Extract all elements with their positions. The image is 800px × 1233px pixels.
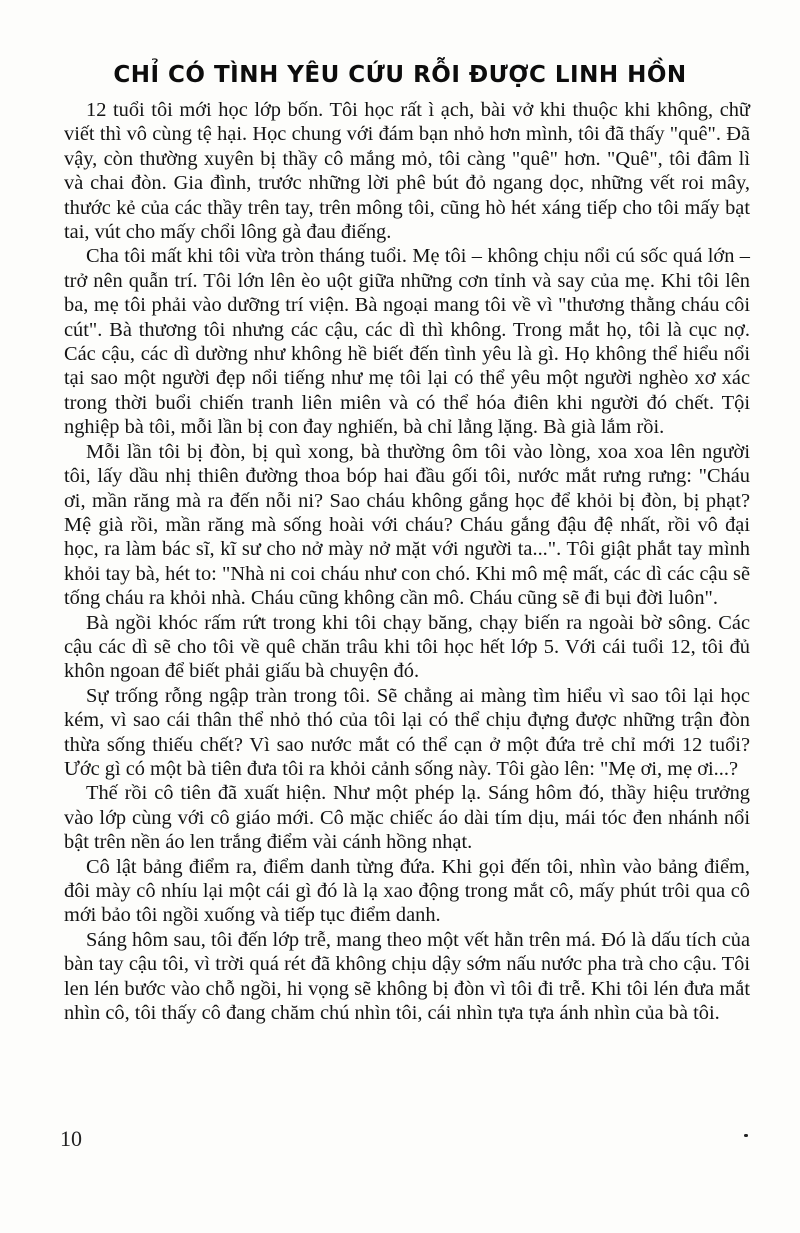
chapter-body — [64, 98, 750, 1025]
paragraph-3: Mỗi lần tôi bị đòn, bị quì xong, bà thường ôm tôi vào lòng, xoa xoa lên người tôi, lấy dầu nhị thiên đường thoa bóp hai đầu gối tôi, nước mắt rưng rưng: "Cháu ơi, mần răng mà ra đến nỗi ni? Sao cháu không gắng học để khỏi bị đòn, bị phạt? Mệ già rồi, mần răng mà sống hoài với cháu? Cháu gắng đậu đệ nhất, rồi vô đại học, ra làm bác sĩ, kĩ sư cho nở mày nở mặt với người ta...". Tôi giật phắt tay mình khỏi tay bà, hét to: "Nhà ni coi cháu như con chó. Khi mô mệ mất, các dì các cậu sẽ tống cháu ra khỏi nhà. Cháu cũng không cần mô. Cháu cũng sẽ đi bụi đời luôn". — [64, 440, 750, 610]
chapter-title: CHỈ CÓ TÌNH YÊU CỨU RỖI ĐƯỢC LINH HỒN — [113, 62, 687, 88]
page-number: 10 — [60, 1126, 82, 1151]
print-speck — [744, 1134, 748, 1137]
paragraph-4: Bà ngồi khóc rấm rứt trong khi tôi chạy băng, chạy biến ra ngoài bờ sông. Các cậu các dì sẽ cho tôi về quê chăn trâu khi tôi học hết lớp 5. Với cái tuổi 12, tôi đủ khôn ngoan để biết phải giấu bà chuyện đó. — [64, 611, 750, 683]
paragraph-1: 12 tuổi tôi mới học lớp bốn. Tôi học rất ì ạch, bài vở khi thuộc khi không, chữ viết thì vô cùng tệ hại. Học chung với đám bạn nhỏ hơn mình, tôi đã thấy "quê". Đã vậy, còn thường xuyên bị thầy cô mắng mỏ, tôi càng "quê" hơn. "Quê", tôi đâm lì và chai đòn. Gia đình, trước những lời phê bút đỏ ngang dọc, những vết roi mây, thước kẻ của các thầy trên tay, trên mông tôi, cũng hò hét xáng tiếp cho tôi mấy bạt tai, vút cho mấy chổi lông gà đau điếng. — [64, 99, 750, 244]
paragraph-8: Sáng hôm sau, tôi đến lớp trễ, mang theo một vết hằn trên má. Đó là dấu tích của bàn tay cậu tôi, vì trời quá rét đã không chịu dậy sớm nấu nước pha trà cho cậu. Tôi len lén bước vào chỗ ngồi, hi vọng sẽ không bị đòn vì tôi đi trễ. Khi tôi lén đưa mắt nhìn cô, tôi thấy cô đang chăm chú nhìn tôi, cái nhìn tựa tựa ánh nhìn của bà tôi. — [64, 928, 750, 1025]
paragraph-2: Cha tôi mất khi tôi vừa tròn tháng tuổi. Mẹ tôi – không chịu nổi cú sốc quá lớn – trở nên quẫn trí. Tôi lớn lên èo uột giữa những cơn tỉnh và say của mẹ. Khi tôi lên ba, mẹ tôi phải vào dưỡng trí viện. Bà ngoại mang tôi về vì "thương thằng cháu côi cút". Bà thương tôi nhưng các cậu, các dì thì không. Trong mắt họ, tôi là cục nợ. Các cậu, các dì dường như không hề biết đến tình yêu là gì. Họ không thể hiểu nổi tại sao một người đẹp nổi tiếng như mẹ tôi lại có thể yêu một người nghèo xơ xác trong thời buổi chiến tranh liên miên và có thể hóa điên khi người đó chết. Tội nghiệp bà tôi, mỗi lần bị con đay nghiến, bà chỉ lẳng lặng. Bà già lắm rồi. — [64, 245, 750, 439]
paragraph-6: Thế rồi cô tiên đã xuất hiện. Như một phép lạ. Sáng hôm đó, thầy hiệu trưởng vào lớp cùng với cô giáo mới. Cô mặc chiếc áo dài tím dịu, mái tóc đen nhánh nổi bật trên nền áo len trắng điểm vài cánh hồng nhạt. — [64, 782, 750, 854]
paragraph-7: Cô lật bảng điểm ra, điểm danh từng đứa. Khi gọi đến tôi, nhìn vào bảng điểm, đôi mày cô nhíu lại một cái gì đó là lạ xao động trong mắt cô, mấy phút trôi qua cô mới bảo tôi ngồi xuống và tiếp tục điểm danh. — [64, 855, 750, 927]
paragraph-5: Sự trống rỗng ngập tràn trong tôi. Sẽ chẳng ai màng tìm hiểu vì sao tôi lại học kém, vì sao cái thân thể nhỏ thó của tôi lại có thể chịu đựng được những trận đòn thừa sống thiếu chết? Vì sao nước mắt có thể cạn ở một đứa trẻ chỉ mới 12 tuổi? Ước gì có một bà tiên đưa tôi ra khỏi cảnh sống này. Tôi gào lên: "Mẹ ơi, mẹ ơi...? — [64, 684, 750, 780]
